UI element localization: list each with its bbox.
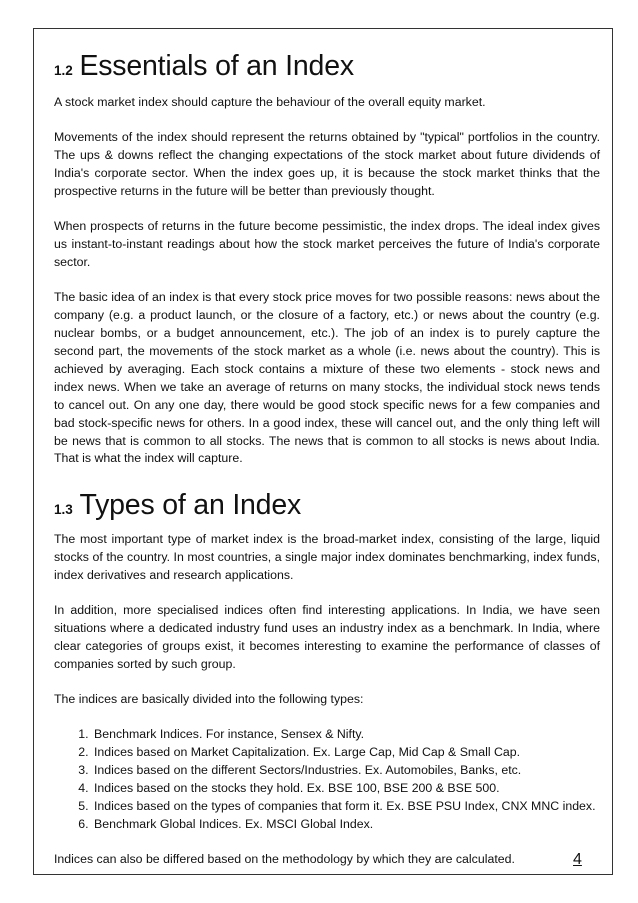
section-title: Essentials of an Index: [79, 50, 354, 82]
paragraph: The indices are basically divided into the following types:: [54, 692, 364, 707]
section-heading-1-3: [54, 491, 600, 520]
paragraph: A stock market index should capture the behaviour of the overall equity market.: [54, 94, 486, 109]
list-item: 2. Indices based on Market Capitalization. Ex. Large Cap, Mid Cap & Small Cap.: [92, 744, 600, 762]
paragraph: In addition, more specialised indices often find interesting applications. In India, we have seen situations where a dedicated industry fund uses an industry index as a benchmark. In India, where clear categories of groups exist, it becomes interesting to examine the performance of classes of companies sorted by such group.: [54, 603, 600, 671]
section-title: Types of an Index: [79, 489, 302, 522]
section-heading-1-2: [54, 52, 600, 81]
index-types-list: [54, 726, 600, 833]
list-item: 5. Indices based on the types of companies that form it. Ex. BSE PSU Index, CNX MNC index.: [92, 798, 600, 816]
section-number: 1.2: [54, 63, 73, 78]
list-item: 4. Indices based on the stocks they hold. Ex. BSE 100, BSE 200 & BSE 500.: [92, 780, 600, 798]
section-number: 1.3: [54, 502, 73, 518]
page-content: [54, 46, 600, 868]
paragraph: The most important type of market index is the broad-market index, consisting of the large, liquid stocks of the country. In most countries, a single major index dominates benchmarking, index funds, index derivatives and research applications.: [54, 531, 600, 582]
closing-paragraph: Indices can also be differed based on the methodology by which they are calculated.: [54, 851, 515, 866]
list-item: 1. Benchmark Indices. For instance, Sensex & Nifty.: [92, 726, 600, 744]
paragraph: The basic idea of an index is that every stock price moves for two possible reasons: news about the company (e.g. a product launch, or the closure of a factory, etc.) or news about the country (e.g. nuclear bombs, or a budget announcement, etc.). The job of an index is to purely capture the second part, the movements of the stock market as a whole (i.e. news about the country). This is achieved by averaging. Each stock contains a mixture of these two elements - stock news and index news. When we take an average of returns on many stocks, the individual stock news tends to cancel out. On any one day, there would be good stock specific news for a few companies and bad stock-specific news for others. In a good index, these will cancel out, and the only thing left will be news that is common to all stocks. The news that is common to all stocks is news about India. That is what the index will capture.: [54, 290, 600, 466]
list-item: 6. Benchmark Global Indices. Ex. MSCI Global Index.: [92, 816, 600, 834]
paragraph: Movements of the index should represent the returns obtained by "typical" portfolios in the country. The ups & downs reflect the changing expectations of the stock market about future dividends of India's corporate sector. When the index goes up, it is because the stock market thinks that the prospective returns in the future will be better than previously thought.: [54, 129, 600, 198]
page-number: 4: [573, 851, 582, 868]
paragraph: When prospects of returns in the future become pessimistic, the index drops. The ideal index gives us instant-to-instant readings about how the stock market perceives the future of India's corporate sector.: [54, 219, 600, 269]
list-item: 3. Indices based on the different Sectors/Industries. Ex. Automobiles, Banks, etc.: [92, 762, 600, 780]
